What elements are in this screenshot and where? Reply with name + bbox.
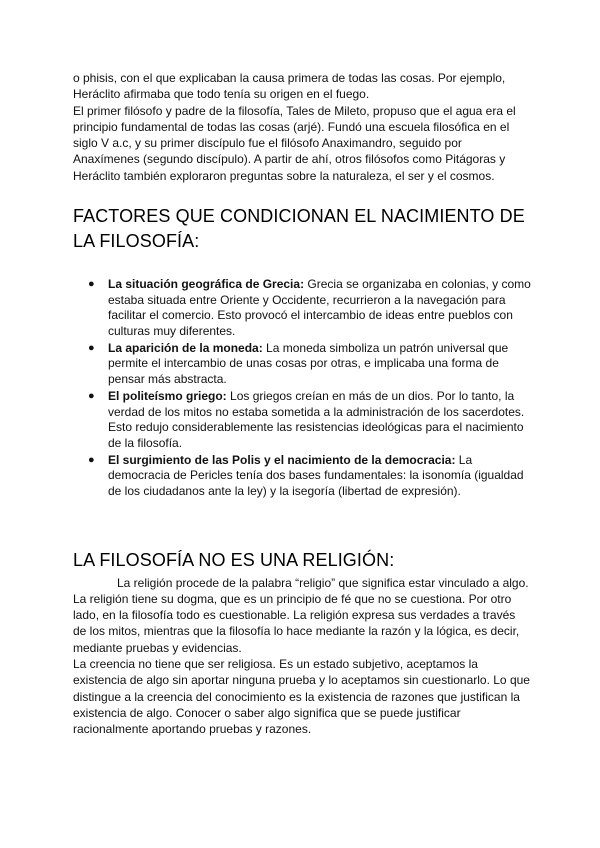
religion-paragraph-creencia: La creencia no tiene que ser religiosa. Es un estado subjetivo, aceptamos la existencia de algo sin aportar ninguna prueba y lo aceptamos sin cuestionarlo. Lo que distingue a la creencia del conocimiento es la existencia de razones que justifican la existencia de algo. Conocer o saber algo significa que se puede justificar racionalmente aportando pruebas y razones. (73, 657, 530, 737)
religion-paragraph-origin: La religión procede de la palabra “religio” que significa estar vinculado a algo. (117, 575, 529, 590)
document-page (73, 70, 531, 738)
religion-paragraph-dogma: La religión tiene su dogma, que es un principio de fé que no se cuestiona. Por otro lado, en la filosofía todo es cuestionable. La religión expresa sus verdades a través de los mitos, mientras que la filosofía lo hace mediante la razón y la lógica, es decir, mediante pruebas y evidencias. (73, 591, 520, 655)
list-item-title: La situación geográfica de Grecia: (108, 277, 305, 292)
list-item-title: El politeísmo griego: (108, 389, 227, 404)
list-item-text: Grecia se organizaba en colonias, y como estaba situada entre Oriente y Occidente, recurrieron a la navegación para facilitar el comercio. Esto provocó el intercambio de ideas entre pueblos con culturas muy diferentes. (108, 277, 531, 338)
factores-list (73, 277, 531, 499)
list-item (88, 277, 531, 339)
list-item-text: La democracia de Pericles tenía dos bases fundamentales: la isonomía (igualdad de los ciudadanos ante la ley) y la isegoría (libertad de expresión). (108, 452, 524, 498)
bullet-icon: ● (88, 453, 95, 466)
list-item-title: El surgimiento de las Polis y el nacimiento de la democracia: (108, 452, 456, 467)
bullet-icon: ● (88, 278, 95, 291)
bullet-icon: ● (88, 341, 95, 354)
heading-religion: LA FILOSOFÍA NO ES UNA RELIGIÓN: (73, 549, 395, 570)
list-item (88, 340, 531, 388)
list-item-title: La aparición de la moneda: (108, 340, 263, 355)
bullet-icon: ● (88, 390, 95, 403)
heading-factores: FACTORES QUE CONDICIONAN EL NACIMIENTO DE LA FILOSOFÍA: (73, 206, 525, 252)
list-item-text: Los griegos creían en más de un dios. Por lo tanto, la verdad de los mitos no estaba sometida a la administración de los sacerdotes. Esto redujo considerablemente las resistencias ideológicas para el nacimiento de la filosofía. (108, 389, 525, 450)
intro-paragraph-phisis: o phisis, con el que explicaban la causa primera de todas las cosas. Por ejemplo, Heráclito afirmaba que todo tenía su origen en el fuego. (73, 71, 506, 102)
intro-paragraph-tales: El primer filósofo y padre de la filosofía, Tales de Mileto, propuso que el agua era el principio fundamental de todas las cosas (arjé). Fundó una escuela filosófica en el siglo V a.c, y su primer discípulo fue el filósofo Anaximandro, seguido por Anaxímenes (segundo discípulo). A partir de ahí, otros filósofos como Pitágoras y Heráclito también exploraron preguntas sobre la naturaleza, el ser y el cosmos. (73, 103, 516, 183)
list-item-text: La moneda simboliza un patrón universal que permite el intercambio de unas cosas por otras, e implicaba una forma de pensar más abstracta. (108, 340, 509, 387)
list-item (88, 389, 531, 451)
list-item (88, 452, 531, 500)
